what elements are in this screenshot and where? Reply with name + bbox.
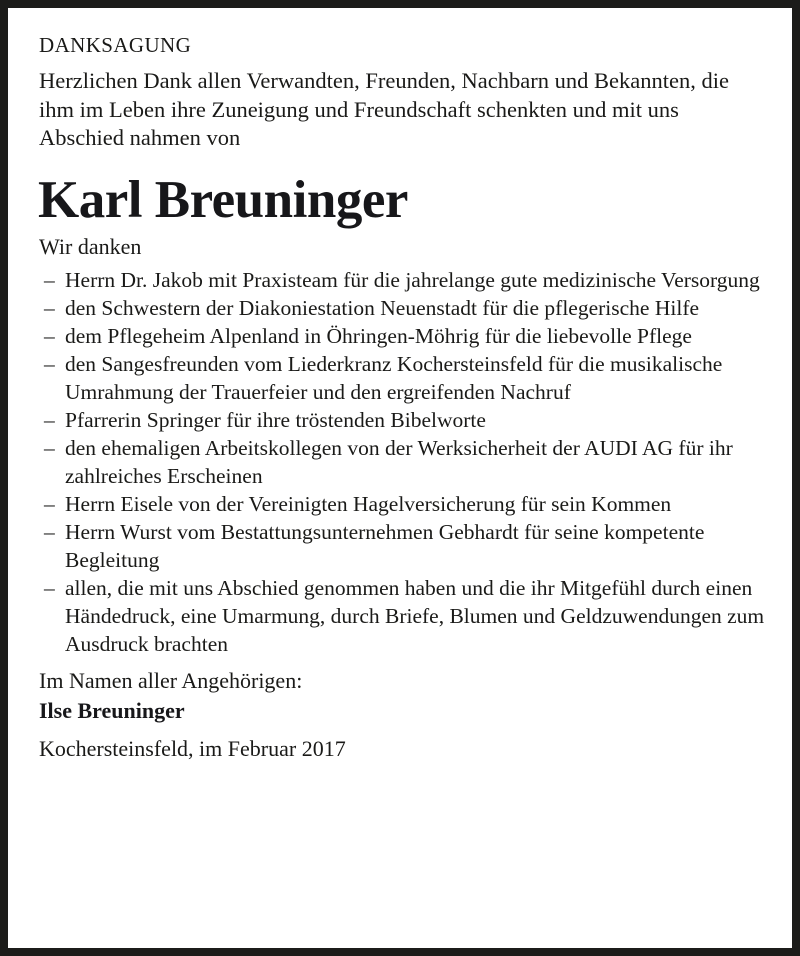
list-item (38, 490, 768, 518)
closing-line: Im Namen aller Angehörigen: (39, 667, 303, 693)
list-item-label: Herrn Dr. Jakob mit Praxisteam für die jahrelange gute medizinische Versorgung (65, 267, 760, 292)
dash-bullet-icon: – (44, 407, 55, 432)
list-item-label: Herrn Wurst vom Bestattungsunternehmen Gebhardt für seine kompetente Begleitung (65, 519, 705, 572)
list-item-label: den Sangesfreunden vom Liederkranz Kochersteinsfeld für die musikalische Umrahmung der Trauerfeier und den ergreifenden Nachruf (65, 351, 723, 404)
list-item (38, 574, 768, 658)
list-item (38, 266, 768, 294)
dash-bullet-icon: – (44, 323, 55, 348)
dash-bullet-icon: – (44, 351, 55, 376)
list-item-label: dem Pflegeheim Alpenland in Öhringen-Möhrig für die liebevolle Pflege (65, 323, 692, 348)
list-item (38, 434, 768, 490)
dash-bullet-icon: – (44, 295, 55, 320)
thanks-lead: Wir danken (39, 233, 142, 259)
thanks-list (38, 266, 768, 658)
notice-kicker: DANKSAGUNG (39, 33, 192, 57)
dash-bullet-icon: – (44, 575, 55, 600)
list-item-label: den Schwestern der Diakoniestation Neuenstadt für die pflegerische Hilfe (65, 295, 700, 320)
place-and-date: Kochersteinsfeld, im Februar 2017 (39, 735, 346, 761)
list-item (38, 350, 768, 406)
deceased-name: Karl Breuninger (38, 170, 408, 229)
list-item (38, 294, 768, 322)
list-item (38, 518, 768, 574)
dash-bullet-icon: – (44, 267, 55, 292)
dash-bullet-icon: – (44, 491, 55, 516)
dash-bullet-icon: – (44, 519, 55, 544)
dash-bullet-icon: – (44, 435, 55, 460)
signatory-name: Ilse Breuninger (39, 697, 185, 723)
list-item (38, 322, 768, 350)
list-item-label: Herrn Eisele von der Vereinigten Hagelversicherung für sein Kommen (65, 491, 672, 516)
list-item-label: den ehemaligen Arbeitskollegen von der Werksicherheit der AUDI AG für ihr zahlreiches Erscheinen (65, 435, 733, 488)
list-item-label: allen, die mit uns Abschied genommen haben und die ihr Mitgefühl durch einen Händedruck, eine Umarmung, durch Briefe, Blumen und Geldzuwendungen zum Ausdruck brachten (65, 575, 765, 656)
list-item-label: Pfarrerin Springer für ihre tröstenden Bibelworte (65, 407, 486, 432)
list-item (38, 406, 768, 434)
notice-intro-paragraph: Herzlichen Dank allen Verwandten, Freunden, Nachbarn und Bekannten, die ihm im Leben ihre Zuneigung und Freundschaft schenkten und mit uns Abschied nahmen von (39, 68, 729, 151)
